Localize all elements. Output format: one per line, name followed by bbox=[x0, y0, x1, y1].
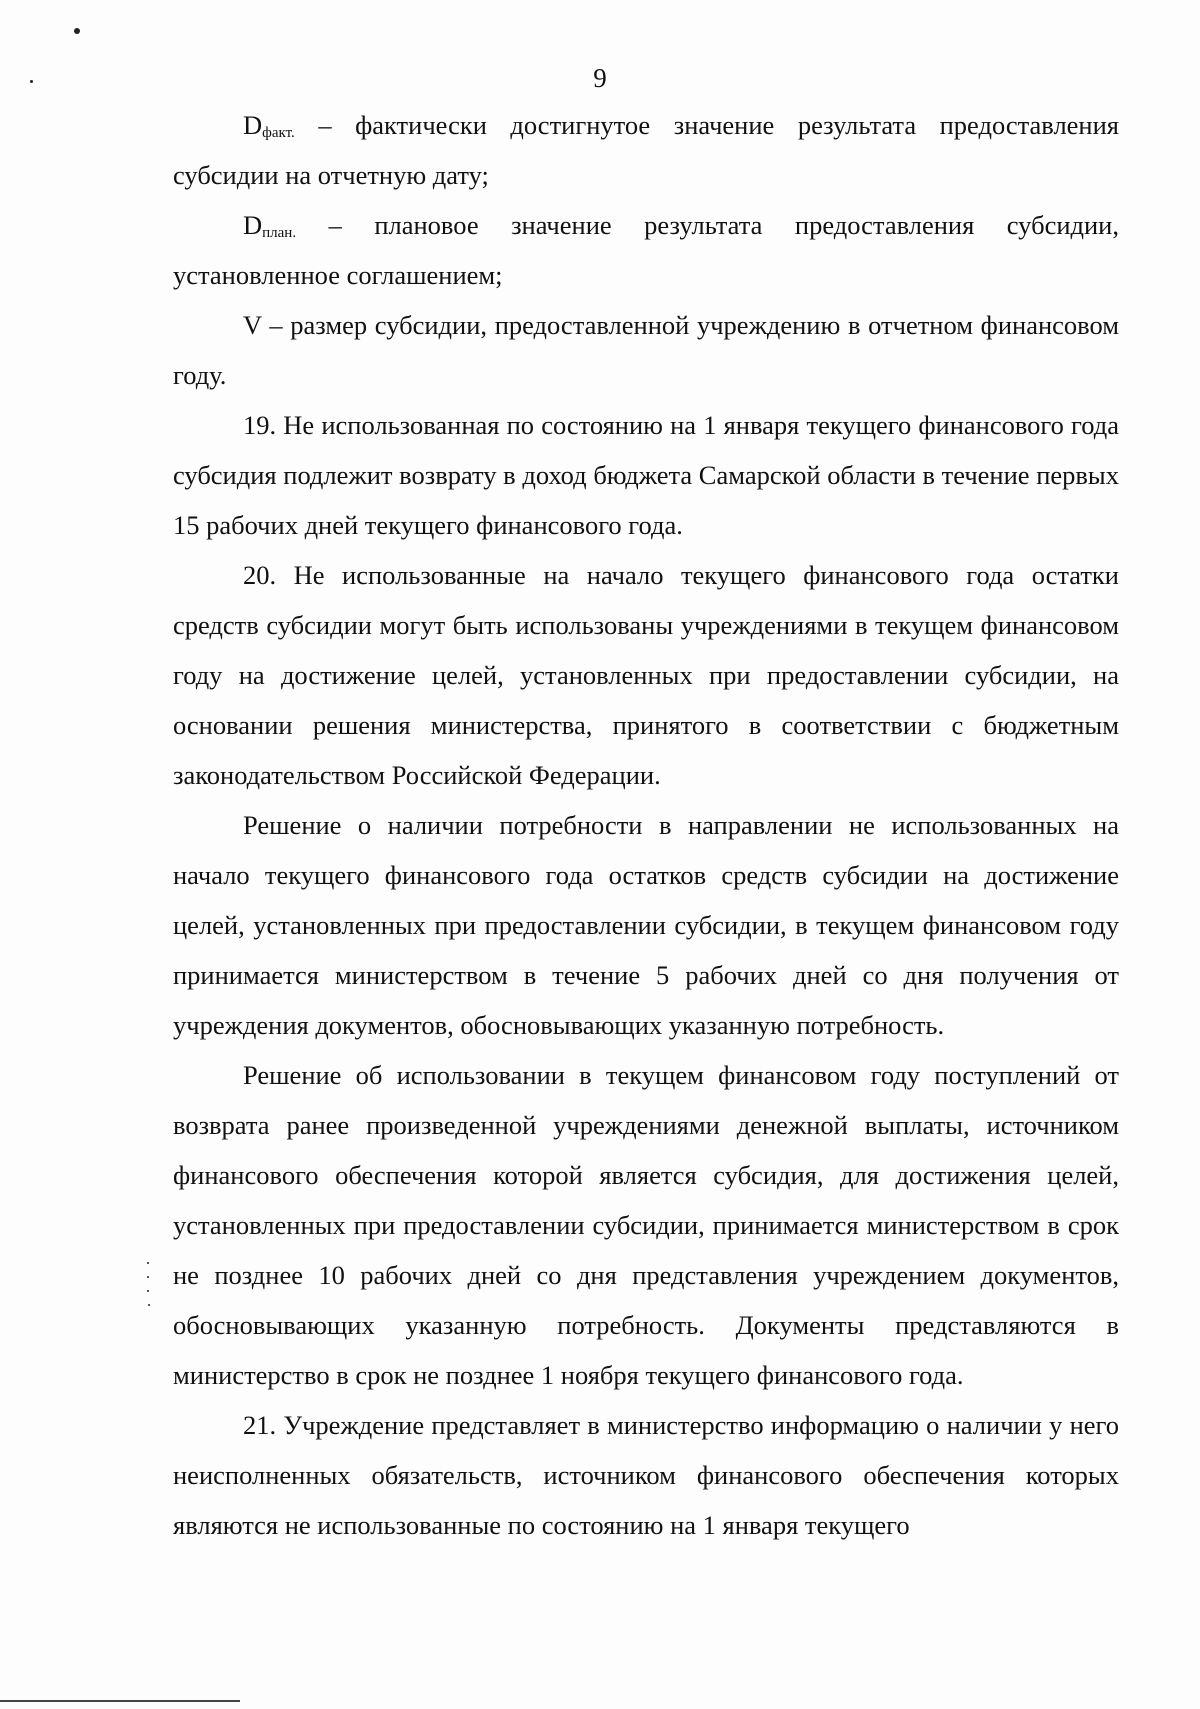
paragraph-v: V – размер субсидии, предоставленной учреждению в отчетном финансовом году. bbox=[173, 310, 1119, 390]
formula-symbol: D bbox=[243, 210, 263, 240]
paragraph-21: 21. Учреждение представляет в министерство информацию о наличии у него неисполненных обязательств, источником финансового обеспечения которых являются не использованные по состоянию на 1 января текущего bbox=[173, 1410, 1119, 1540]
scan-speck bbox=[147, 1262, 149, 1264]
formula-subscript: план. bbox=[262, 225, 297, 241]
paragraph-decision-returned-payments: Решение об использовании в текущем финансовом году поступлений от возврата ранее произведенной учреждениями денежной выплаты, источником финансового обеспечения которой является субсидия, для достижения целей, установленных при предоставлении субсидии, принимается министерством в срок не позднее 10 рабочих дней со дня представления учреждением документов, обосновывающих указанную потребность. Документы представляются в министерство в срок не позднее 1 ноября текущего финансового года. bbox=[173, 1060, 1119, 1390]
scan-speck bbox=[147, 1290, 149, 1292]
paragraph-dfact bbox=[173, 100, 1119, 200]
paragraph-20: 20. Не использованные на начало текущего финансового года остатки средств субсидии могут быть использованы учреждениями в текущем финансовом году на достижение целей, установленных при предоставлении субсидии, на основании решения министерства, принятого в соответствии с бюджетным законодательством Российской Федерации. bbox=[173, 560, 1119, 790]
paragraph-text: – плановое значение результата предоставления субсидии, установленное соглашением; bbox=[173, 210, 1119, 290]
scan-speck bbox=[147, 1276, 149, 1278]
paragraph-dplan bbox=[173, 200, 1119, 300]
formula-subscript: факт. bbox=[262, 125, 295, 141]
scan-speck bbox=[30, 80, 33, 83]
paragraph-19: 19. Не использованная по состоянию на 1 января текущего финансового года субсидия подлежит возврату в доход бюджета Самарской области в течение первых 15 рабочих дней текущего финансового года. bbox=[173, 410, 1119, 540]
paragraph-decision-remaining-funds: Решение о наличии потребности в направлении не использованных на начало текущего финансового года остатков средств субсидии на достижение целей, установленных при предоставлении субсидии, в текущем финансовом году принимается министерством в течение 5 рабочих дней со дня получения от учреждения документов, обосновывающих указанную потребность. bbox=[173, 810, 1119, 1040]
paragraph-text: – фактически достигнутое значение результата предоставления субсидии на отчетную дату; bbox=[173, 110, 1119, 190]
scan-speck bbox=[74, 28, 80, 34]
page-number: 9 bbox=[593, 63, 607, 93]
scan-edge-line bbox=[0, 1700, 240, 1702]
scan-speck bbox=[148, 1304, 150, 1306]
formula-symbol: D bbox=[243, 110, 263, 140]
document-body bbox=[173, 100, 1119, 1550]
